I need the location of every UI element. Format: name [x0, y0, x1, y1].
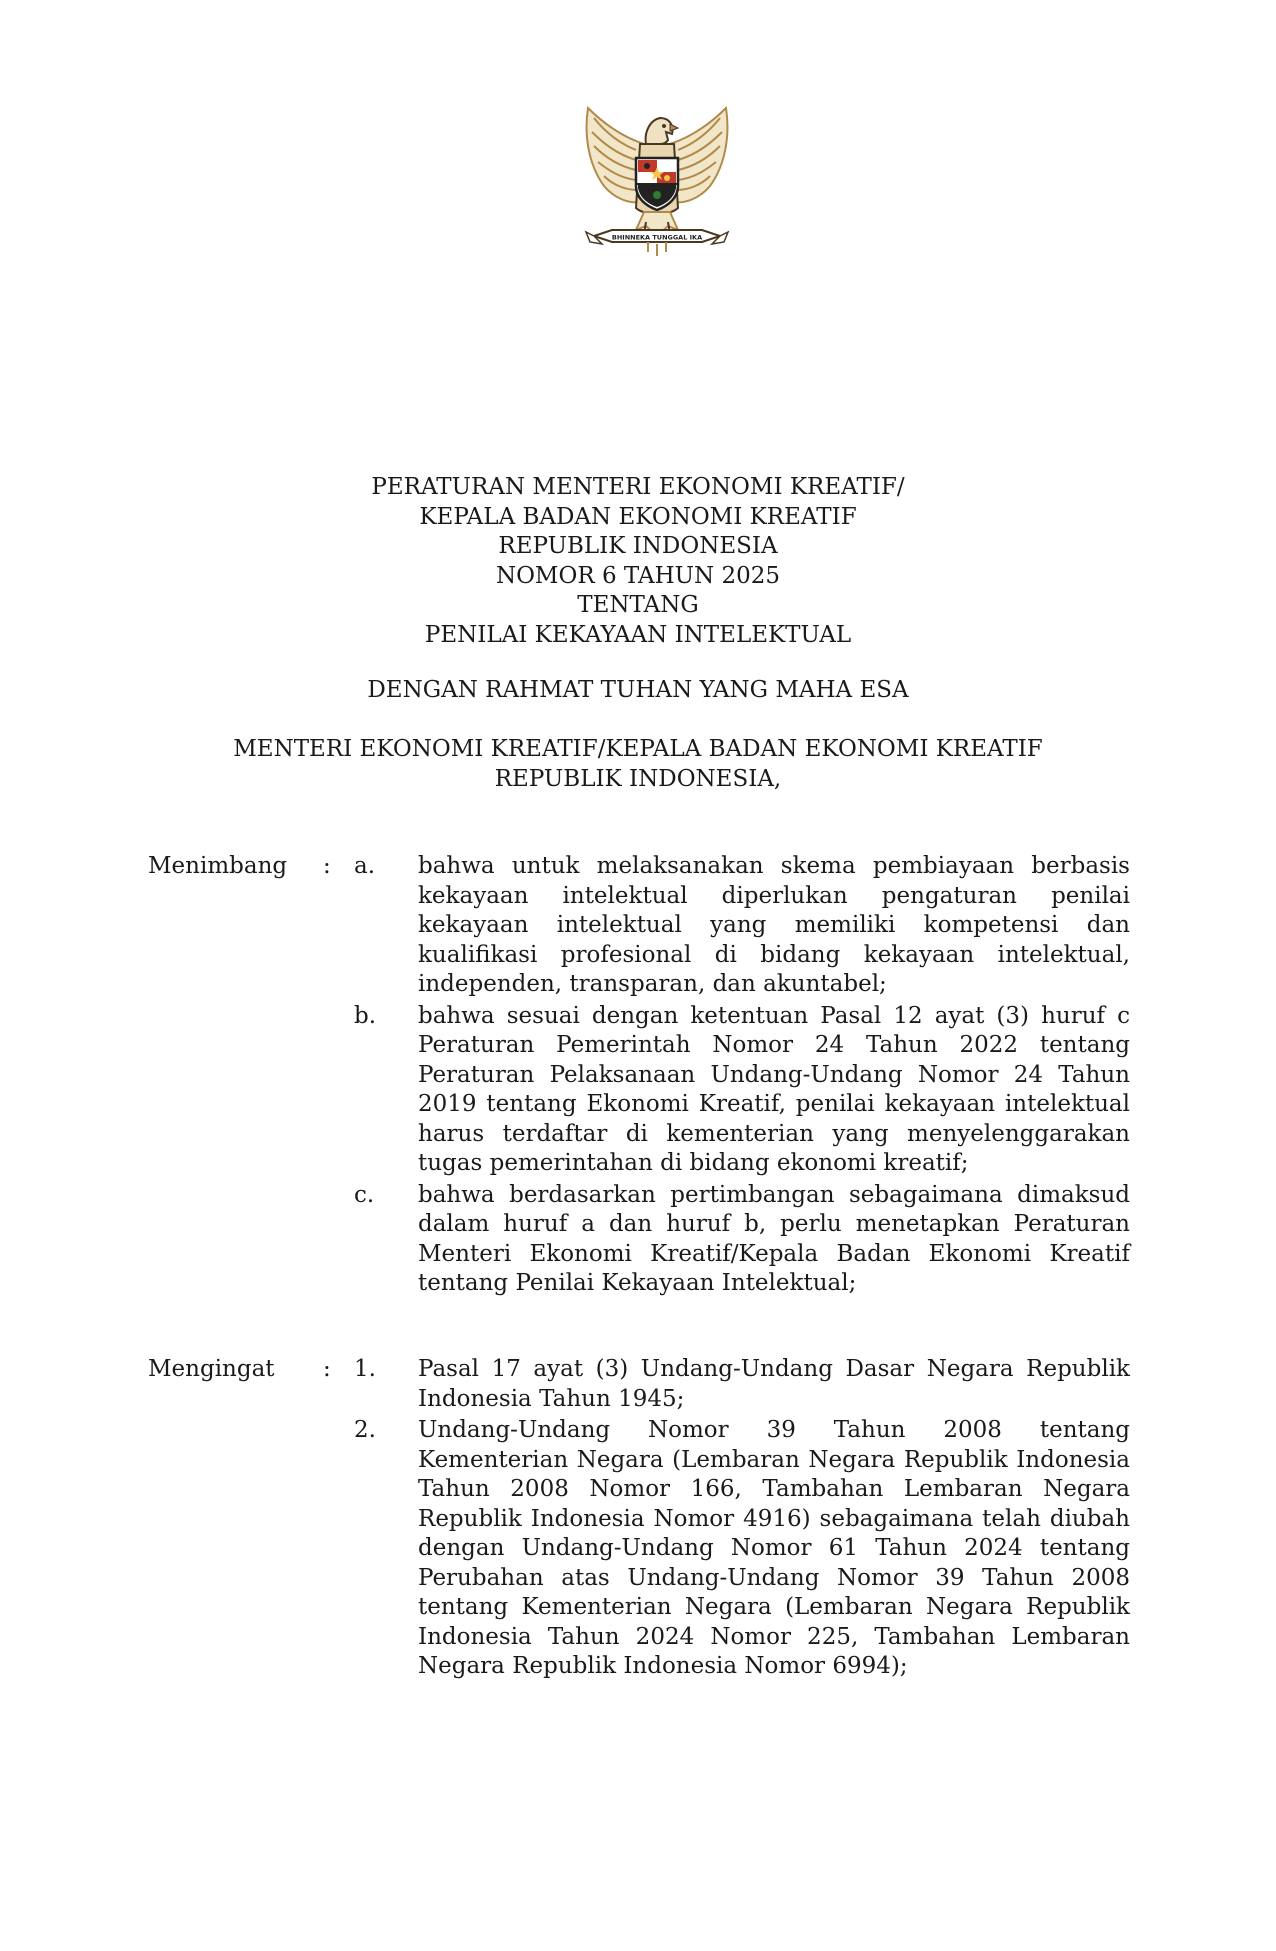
title-line: PENILAI KEKAYAAN INTELEKTUAL — [424, 621, 852, 648]
menimbang-item — [0, 852, 1276, 1000]
motto-text: BHINNEKA TUNGGAL IKA — [611, 233, 703, 242]
regulation-title — [0, 473, 1276, 650]
mengingat-item — [0, 1416, 1276, 1682]
menimbang-label: Menimbang — [148, 853, 288, 879]
motto-ribbon — [586, 230, 728, 244]
menimbang-item — [0, 1181, 1276, 1299]
title-line: KEPALA BADAN EKONOMI KREATIF — [419, 503, 857, 530]
item-text: bahwa berdasarkan pertimbangan sebagaimana dimaksud dalam huruf a dan huruf b, perlu menetapkan Peraturan Menteri Ekonomi Kreatif/Kepala Badan Ekonomi Kreatif tentang Penilai Kekayaan Intelektual; — [418, 1181, 1130, 1296]
menimbang-colon: : — [323, 853, 331, 879]
item-text: Undang-Undang Nomor 39 Tahun 2008 tentang Kementerian Negara (Lembaran Negara Republik Indonesia Tahun 2008 Nomor 166, Tambahan Lembaran Negara Republik Indonesia Nomor 4916) sebagaimana telah diubah dengan Undang-Undang Nomor 61 Tahun 2024 tentang Perubahan atas Undang-Undang Nomor 39 Tahun 2008 tentang Kementerian Negara (Lembaran Negara Republik Indonesia Tahun 2024 Nomor 225, Tambahan Lembaran Negara Republik Indonesia Nomor 6994); — [418, 1417, 1130, 1679]
garuda-head — [646, 118, 678, 145]
item-text: bahwa sesuai dengan ketentuan Pasal 12 ayat (3) huruf c Peraturan Pemerintah Nomor 24 Tahun 2022 tentang Peraturan Pelaksanaan Undang-Undang Nomor 24 Tahun 2019 tentang Ekonomi Kreatif, penilai kekayaan intelektual harus terdaftar di kementerian yang menyelenggarakan tugas pemerintahan di bidang ekonomi kreatif; — [418, 1002, 1130, 1176]
minister-heading — [0, 735, 1276, 794]
title-line: REPUBLIK INDONESIA — [498, 533, 778, 559]
blessing-line — [0, 676, 1276, 706]
minister-line: MENTERI EKONOMI KREATIF/KEPALA BADAN EKONOMI KREATIF — [233, 736, 1043, 762]
mengingat-section — [0, 1355, 1276, 1684]
mengingat-label: Mengingat — [148, 1356, 275, 1382]
item-text: Pasal 17 ayat (3) Undang-Undang Dasar Negara Republik Indonesia Tahun 1945; — [418, 1356, 1130, 1412]
title-line: TENTANG — [577, 592, 699, 618]
item-text: bahwa untuk melaksanakan skema pembiayaan berbasis kekayaan intelektual diperlukan pengaturan penilai kekayaan intelektual yang memiliki kompetensi dan kualifikasi profesional di bidang kekayaan intelektual, independen, transparan, dan akuntabel; — [418, 853, 1130, 997]
item-marker: 2. — [354, 1417, 376, 1443]
mengingat-item — [0, 1355, 1276, 1414]
blessing-text: DENGAN RAHMAT TUHAN YANG MAHA ESA — [367, 677, 909, 703]
garuda-emblem-icon — [574, 104, 740, 266]
menimbang-section — [0, 852, 1276, 1301]
item-marker: c. — [354, 1181, 375, 1208]
item-marker: a. — [354, 853, 376, 879]
menimbang-item — [0, 1002, 1276, 1179]
garuda-feathers-bottom — [648, 242, 666, 256]
mengingat-colon: : — [323, 1356, 331, 1382]
item-marker: 1. — [354, 1356, 376, 1382]
title-line: NOMOR 6 TAHUN 2025 — [495, 562, 781, 589]
minister-line: REPUBLIK INDONESIA, — [494, 765, 782, 792]
pancasila-shield — [636, 158, 678, 210]
title-line: PERATURAN MENTERI EKONOMI KREATIF/ — [371, 474, 905, 500]
item-marker: b. — [354, 1002, 377, 1029]
